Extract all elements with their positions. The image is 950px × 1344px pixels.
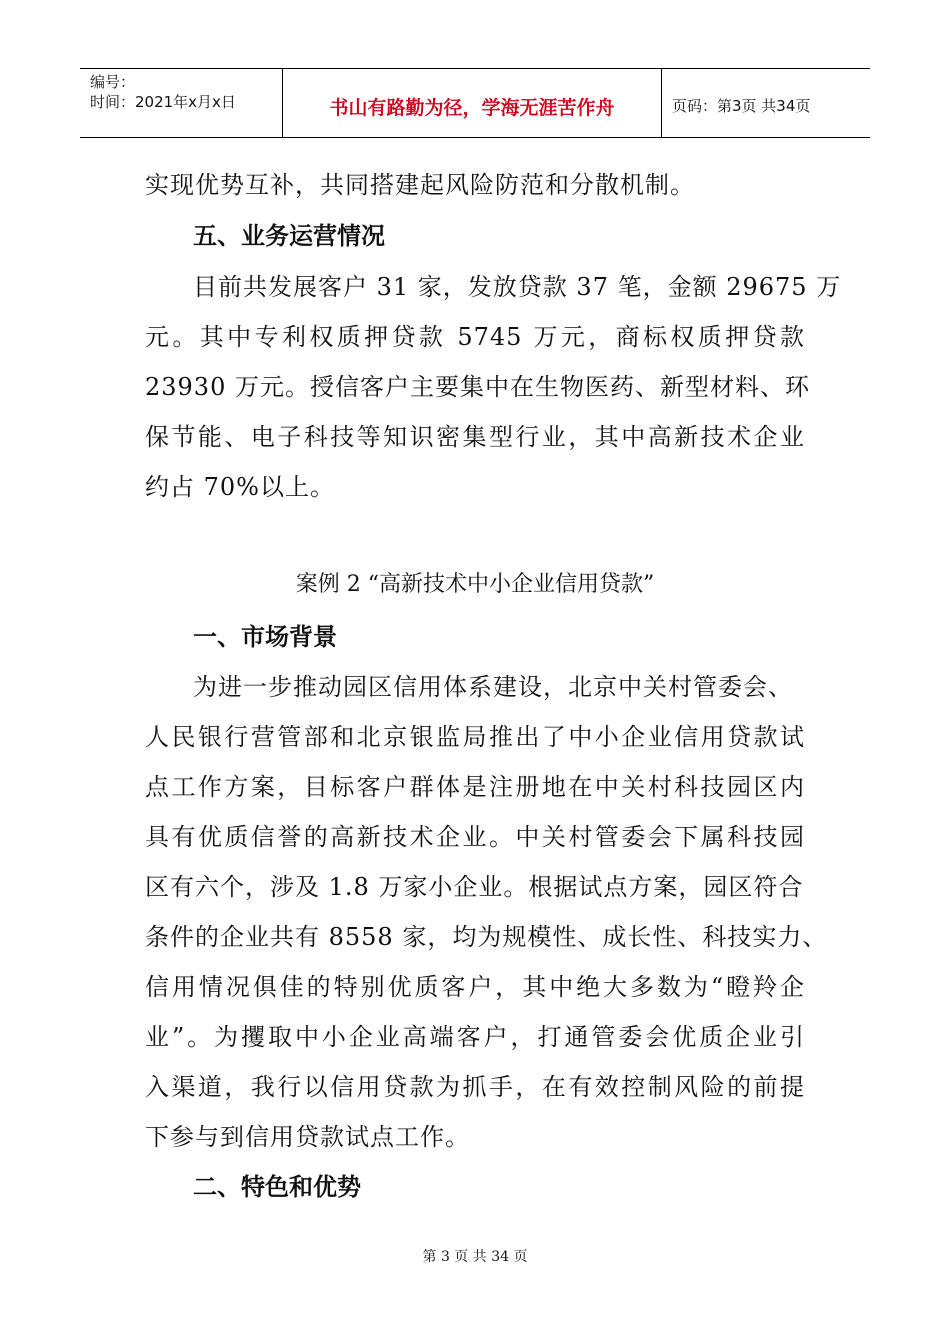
paragraph-line: 条件的企业共有 8558 家，均为规模性、成长性、科技实力、	[145, 923, 828, 951]
paragraph-line: 具有优质信誉的高新技术企业。中关村管委会下属科技园	[145, 823, 805, 851]
paragraph-line: 区有六个，涉及 1.8 万家小企业。根据试点方案，园区符合	[145, 873, 804, 901]
paragraph-line: 实现优势互补，共同搭建起风险防范和分散机制。	[145, 171, 695, 199]
header-page-label: 页码：第3页 共34页	[672, 97, 811, 115]
doc-time-label: 时间：2021年x月x日	[90, 93, 236, 111]
footer-page-number: 第 3 页 共 34 页	[422, 1249, 528, 1265]
header-meta-cell	[80, 69, 283, 137]
header-motto-cell	[283, 69, 662, 137]
case-title: 案例 2 “高新技术中小企业信用贷款”	[295, 572, 655, 597]
paragraph-line: 下参与到信用贷款试点工作。	[145, 1123, 470, 1151]
paragraph-line: 入渠道，我行以信用贷款为抓手，在有效控制风险的前提	[145, 1073, 805, 1101]
section-heading-1: 一、市场背景	[193, 623, 337, 651]
paragraph-line: 为进一步推动园区信用体系建设，北京中关村管委会、	[193, 673, 793, 701]
paragraph-line: 人民银行营管部和北京银监局推出了中小企业信用贷款试	[145, 723, 805, 751]
section-heading-5: 五、业务运营情况	[193, 222, 385, 250]
header-page-cell	[662, 69, 870, 137]
paragraph-line: 元。其中专利权质押贷款 5745 万元，商标权质押贷款	[145, 323, 805, 351]
paragraph-line: 业”。为攫取中小企业高端客户，打通管委会优质企业引	[145, 1023, 805, 1051]
paragraph-line: 保节能、电子科技等知识密集型行业，其中高新技术企业	[145, 423, 805, 451]
paragraph-line: 23930 万元。授信客户主要集中在生物医药、新型材料、环	[145, 373, 810, 401]
paragraph-line: 目前共发展客户 31 家，发放贷款 37 笔，金额 29675 万	[193, 273, 842, 301]
section-heading-2: 二、特色和优势	[193, 1173, 361, 1201]
doc-number-label: 编号：	[90, 73, 136, 91]
paragraph-line: 信用情况俱佳的特别优质客户，其中绝大多数为“瞪羚企	[145, 973, 805, 1001]
paragraph-line: 约占 70%以上。	[145, 473, 335, 501]
header-motto: 书山有路勤为径，学海无涯苦作舟	[329, 97, 615, 119]
page-header	[80, 68, 870, 138]
paragraph-line: 点工作方案，目标客户群体是注册地在中关村科技园区内	[145, 773, 805, 801]
